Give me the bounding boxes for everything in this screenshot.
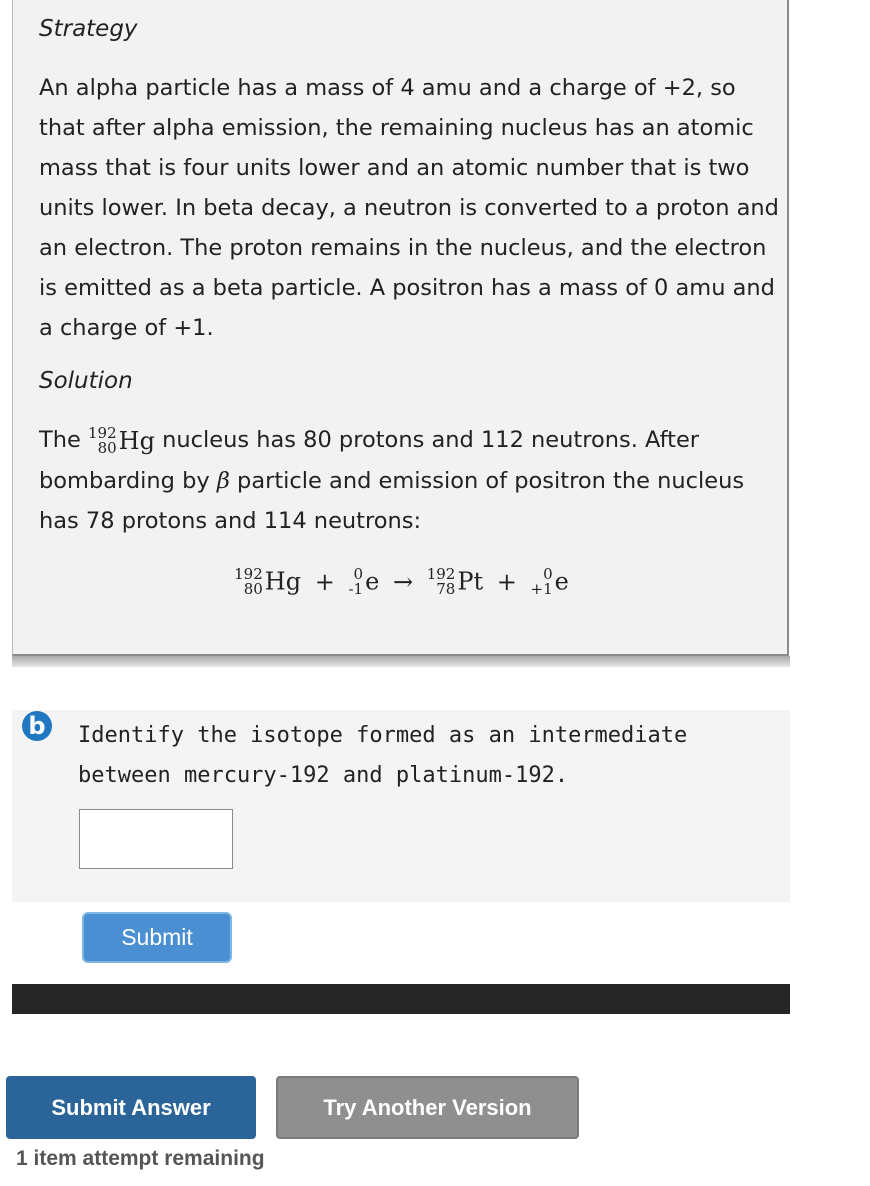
- beta-symbol: β: [216, 468, 230, 494]
- submit-button[interactable]: Submit: [82, 912, 232, 963]
- product-1-mass: 192: [426, 564, 456, 583]
- divider-bar: [12, 984, 790, 1014]
- reactant-2-symbol: e: [365, 567, 380, 596]
- reactant-1-mass: 192: [234, 564, 263, 583]
- reactant-2-atomic: -1: [348, 579, 364, 598]
- nuclide-symbol: Hg: [118, 427, 155, 455]
- solution-text-part-1: nucleus has 80 protons and 112 neutrons. After bombarding by: [39, 427, 700, 494]
- submit-answer-button[interactable]: Submit Answer: [6, 1076, 256, 1139]
- solution-text: [39, 420, 784, 541]
- nuclear-equation: [13, 566, 790, 597]
- equation-arrow: →: [392, 567, 414, 596]
- product-2-symbol: e: [554, 567, 569, 596]
- equation-product-positron: [531, 566, 569, 597]
- nuclide-hg-192: [88, 420, 155, 461]
- solution-heading: Solution: [39, 368, 133, 394]
- equation-plus-1: +: [314, 567, 335, 596]
- equation-reactant-hg: [234, 566, 301, 597]
- nuclide-mass-number: 192: [88, 424, 117, 442]
- nuclide-atomic-number: 80: [97, 439, 117, 457]
- reactant-1-atomic: 80: [243, 579, 263, 598]
- attempts-remaining-note: 1 item attempt remaining: [16, 1147, 265, 1170]
- solution-text-part-2: particle and emission of positron the nucleus has 78 protons and 114 neutrons:: [39, 468, 745, 534]
- try-another-version-button[interactable]: Try Another Version: [276, 1076, 579, 1139]
- solution-intro-word: The: [39, 427, 81, 453]
- equation-product-pt: [427, 566, 483, 597]
- product-1-atomic: 78: [436, 579, 456, 598]
- reactant-2-mass: 0: [353, 564, 364, 583]
- solution-panel: [12, 0, 789, 656]
- strategy-text: [39, 68, 784, 348]
- strategy-heading: Strategy: [39, 16, 138, 42]
- equation-reactant-electron: [348, 566, 379, 597]
- part-b-question: Identify the isotope formed as an intermediate between mercury-192 and platinum-192.: [78, 723, 688, 788]
- reactant-1-symbol: Hg: [264, 567, 302, 596]
- product-2-mass: 0: [543, 564, 553, 583]
- equation-plus-2: +: [496, 567, 517, 596]
- strategy-paragraph: An alpha particle has a mass of 4 amu and a charge of +2, so that after alpha emission, the remaining nucleus has an atomic mass that is four units lower and an atomic number that is two units lower. In beta decay, a neutron is converted to a proton and an electron. The proton remains in the nucleus, and the electron is emitted as a beta particle. A positron has a mass of 0 amu and a charge of +1.: [39, 75, 779, 341]
- panel-shadow: [12, 656, 790, 667]
- solution-paragraph: [39, 420, 784, 541]
- product-1-symbol: Pt: [457, 567, 484, 596]
- answer-input[interactable]: [79, 809, 233, 869]
- part-b-badge: b: [22, 711, 52, 741]
- product-2-atomic: +1: [530, 579, 553, 598]
